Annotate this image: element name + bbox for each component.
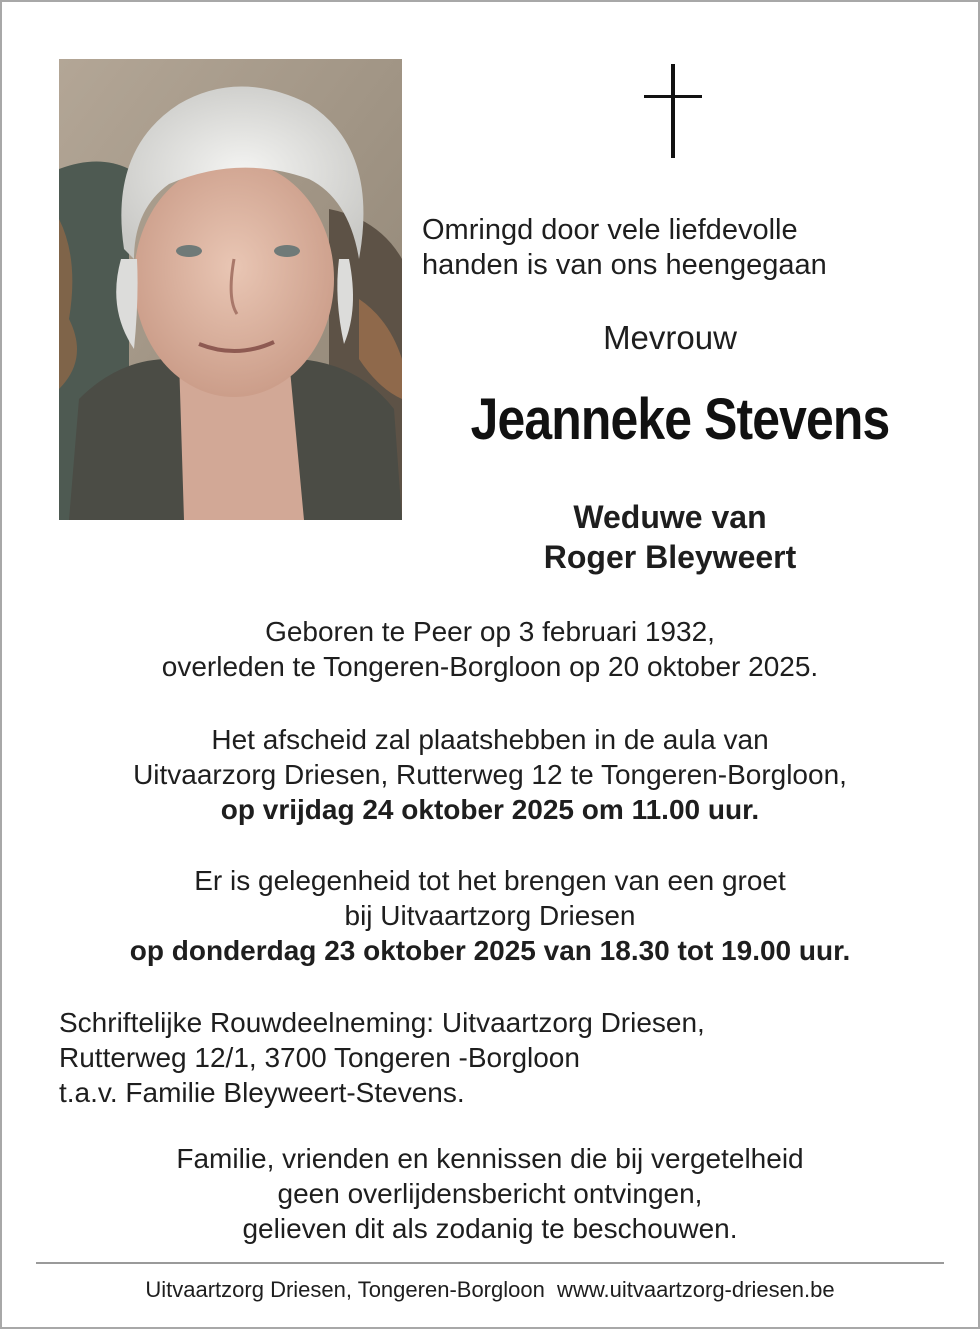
- condolence-line: Schriftelijke Rouwdeelneming: Uitvaartzorg Driesen,: [59, 1007, 705, 1038]
- intro-text: [422, 213, 942, 283]
- visitation-datetime: op donderdag 23 oktober 2025 van 18.30 tot 19.00 uur.: [129, 935, 851, 966]
- condolence-line: t.a.v. Familie Bleyweert-Stevens.: [59, 1077, 465, 1108]
- visitation-line: Er is gelegenheid tot het brengen van een groet: [194, 865, 786, 896]
- spouse-name: Roger Bleyweert: [543, 539, 797, 575]
- farewell-datetime: op vrijdag 24 oktober 2025 om 11.00 uur.: [220, 794, 760, 825]
- birth-line: Geboren te Peer op 3 februari 1932,: [265, 616, 715, 647]
- footer-text: Uitvaartzorg Driesen, Tongeren-Borgloon www.uitvaartzorg-driesen.be: [145, 1277, 835, 1302]
- footer-divider: [36, 1262, 944, 1264]
- birth-death-dates: [40, 614, 940, 684]
- spouse-info: [430, 497, 910, 577]
- farewell-line: Het afscheid zal plaatshebben in de aula van: [211, 724, 769, 755]
- honorific: Mevrouw: [603, 319, 737, 356]
- notice-line: geen overlijdensbericht ontvingen,: [277, 1178, 703, 1209]
- visitation-info: [40, 863, 940, 968]
- condolence-line: Rutterweg 12/1, 3700 Tongeren -Borgloon: [59, 1042, 580, 1073]
- deceased-name: Jeanneke Stevens: [470, 387, 890, 452]
- visitation-line: bij Uitvaartzorg Driesen: [344, 900, 636, 931]
- notice-text: [40, 1141, 940, 1246]
- farewell-info: [40, 722, 940, 827]
- notice-line: Familie, vrienden en kennissen die bij vergetelheid: [176, 1143, 804, 1174]
- notice-line: gelieven dit als zodanig te beschouwen.: [242, 1213, 738, 1244]
- portrait-photo: [59, 59, 402, 520]
- cross-icon: [644, 64, 702, 158]
- farewell-line: Uitvaarzorg Driesen, Rutterweg 12 te Tongeren-Borgloon,: [133, 759, 847, 790]
- death-line: overleden te Tongeren-Borgloon op 20 oktober 2025.: [161, 651, 819, 682]
- condolence-address: [59, 1005, 939, 1110]
- intro-line: handen is van ons heengegaan: [422, 249, 827, 281]
- spouse-line: Weduwe van: [573, 499, 767, 535]
- intro-line: Omringd door vele liefdevolle: [422, 214, 798, 246]
